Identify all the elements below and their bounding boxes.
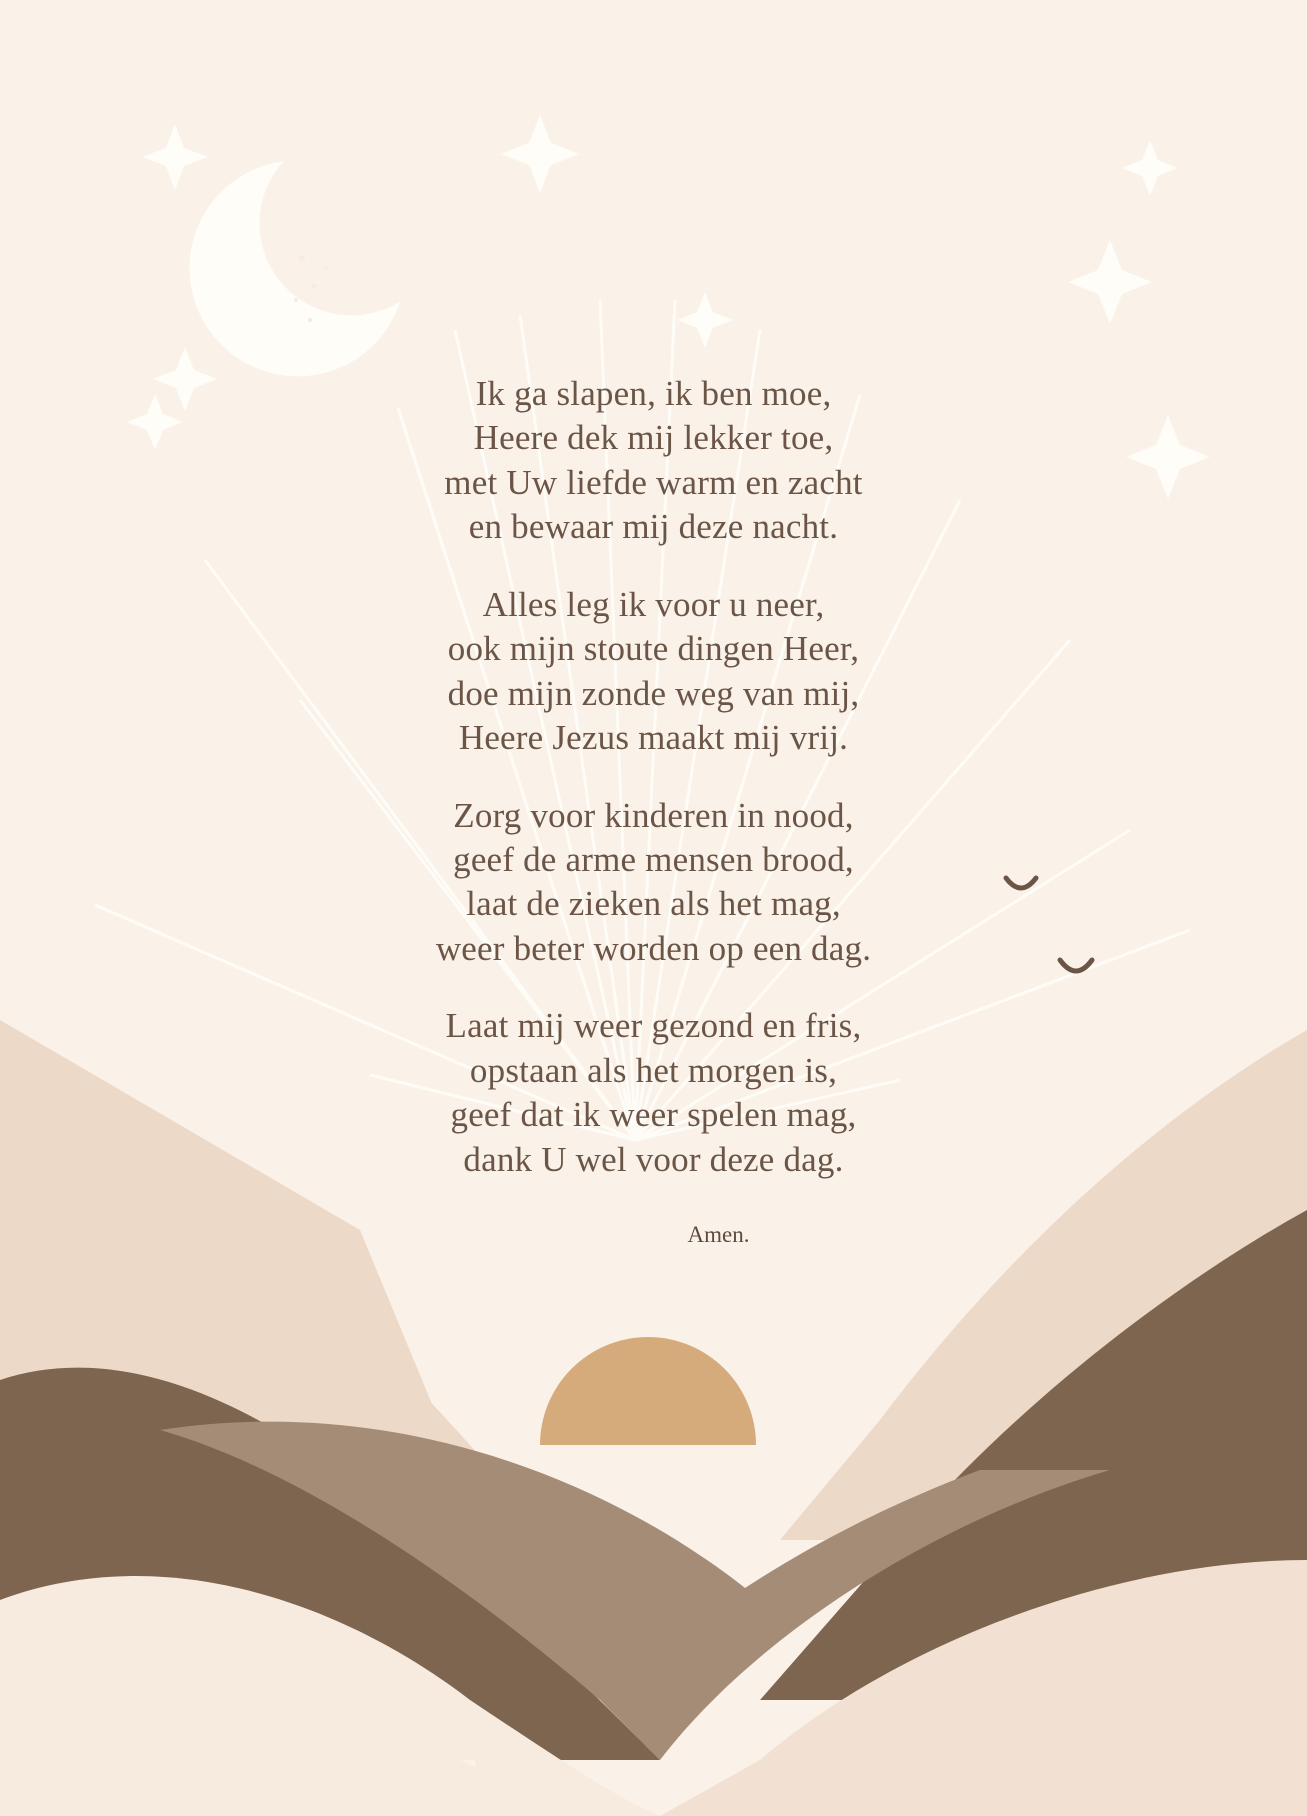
poem-line: Heere dek mij lekker toe,	[473, 418, 834, 458]
poem-line: Laat mij weer gezond en fris,	[445, 1006, 862, 1046]
poem-line: opstaan als het morgen is,	[469, 1050, 838, 1090]
poem-line: laat de zieken als het mag,	[466, 884, 841, 924]
poem-line: geef de arme mensen brood,	[453, 839, 854, 879]
poem-line: ook mijn stoute dingen Heer,	[447, 629, 860, 669]
poem-closing: Amen.	[687, 1222, 750, 1247]
poem-line: Alles leg ik voor u neer,	[482, 584, 825, 624]
poem-line: dank U wel voor deze dag.	[463, 1139, 844, 1179]
poem-line: geef dat ik weer spelen mag,	[450, 1095, 857, 1135]
poem-line: Zorg voor kinderen in nood,	[453, 795, 854, 835]
poem-line: en bewaar mij deze nacht.	[468, 507, 839, 547]
poem-line: Ik ga slapen, ik ben moe,	[475, 374, 832, 413]
poem-line: doe mijn zonde weg van mij,	[447, 673, 860, 713]
poem-line: weer beter worden op een dag.	[435, 928, 872, 968]
poem-line: met Uw liefde warm en zacht	[444, 462, 863, 502]
poem-line: Heere Jezus maakt mij vrij.	[458, 718, 849, 758]
